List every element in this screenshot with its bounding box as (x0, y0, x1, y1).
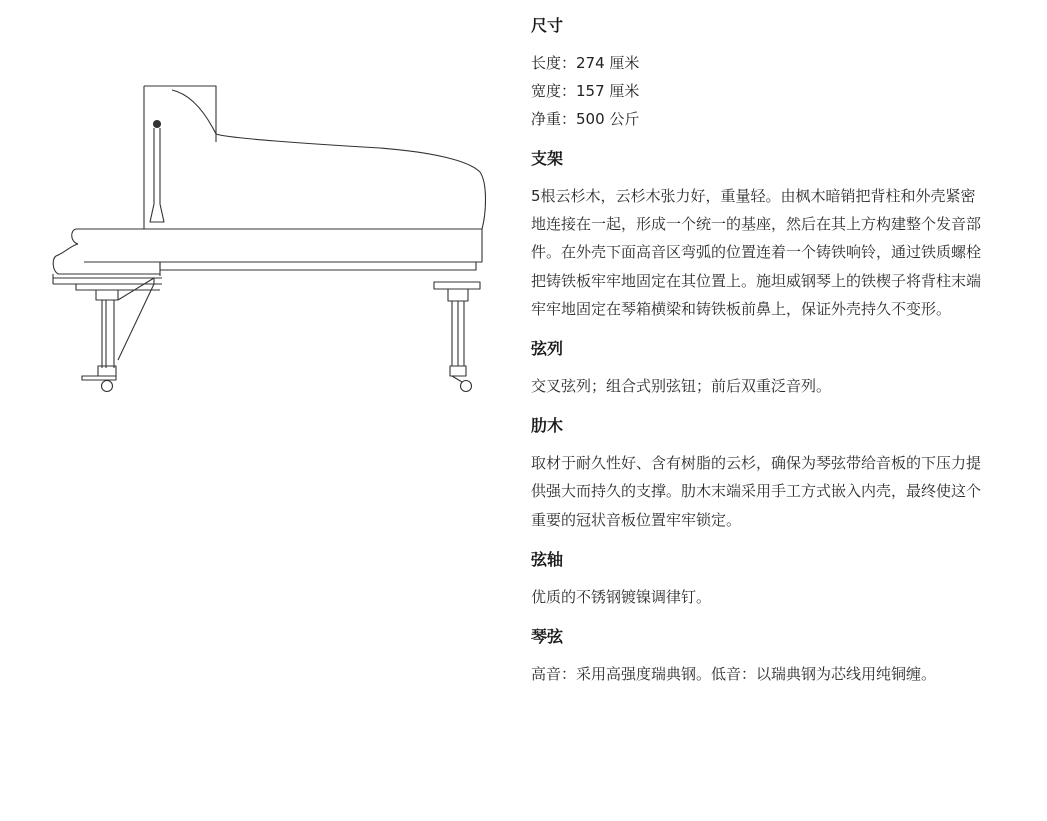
section-heading-frame: 支架 (531, 149, 564, 168)
section-heading-tuning-pins: 弦轴 (531, 549, 564, 569)
section-heading-ribs: 肋木 (531, 416, 564, 436)
section-body-tuning-pins: 优质的不锈钢镀镍调律钉。 (531, 587, 712, 606)
dimension-width: 宽度：157 厘米 (531, 82, 640, 100)
section-body-frame: 5根云杉木，云杉木张力好，重量轻。由枫木暗销把背柱和外壳紧密地连接在一起，形成一个统一的基座，然后在其上方构建整个发音部件。在外壳下面高音区弯弧的位置连着一个铸铁响铃，通过铁质螺栓把铸铁板牢牢地固定在其位置上。施坦威钢琴上的铁楔子将背柱末端牢牢地固定在琴箱横梁和铸铁板前鼻上，保证外壳持久不变形。 (531, 187, 982, 318)
section-heading-stringing: 弦列 (531, 339, 564, 359)
section-body-ribs: 取材于耐久性好、含有树脂的云杉，确保为琴弦带给音板的下压力提供强大而持久的支撑。肋木末端采用手工方式嵌入内壳，最终使这个重要的冠状音板位置牢牢锁定。 (531, 454, 982, 529)
section-body-strings: 高音：采用高强度瑞典钢。低音：以瑞典钢为芯线用纯铜缠。 (531, 665, 937, 684)
spec-column (531, 14, 981, 688)
grand-piano-side-view-icon (50, 84, 486, 396)
section-heading-dimensions: 尺寸 (531, 16, 564, 35)
dimension-weight: 净重：500 公斤 (531, 110, 640, 128)
section-heading-strings: 琴弦 (531, 627, 564, 647)
dimension-length: 长度：274 厘米 (531, 54, 640, 72)
section-body-stringing: 交叉弦列；组合式别弦钮；前后双重泛音列。 (531, 377, 832, 396)
dimensions-list (531, 49, 981, 133)
